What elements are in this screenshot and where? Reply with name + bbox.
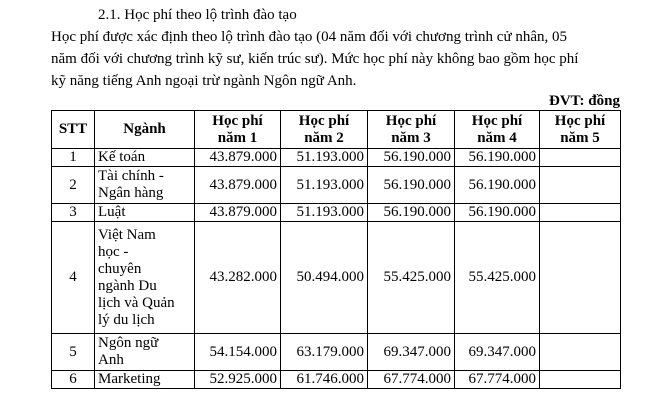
cell-year-4: 56.190.000 bbox=[455, 167, 540, 204]
cell-year-2: 61.746.000 bbox=[281, 371, 368, 389]
header-year-1: Học phí năm 1 bbox=[195, 111, 281, 149]
cell-major: Luật bbox=[95, 204, 195, 222]
paragraph-line: năm đối với chương trình kỹ sư, kiến trúc sư). Mức học phí này không bao gồm học phí bbox=[51, 51, 579, 67]
cell-year-3: 56.190.000 bbox=[368, 149, 455, 167]
table-row bbox=[52, 371, 621, 389]
paragraph-line: Học phí được xác định theo lộ trình đào tạo (04 năm đối với chương trình cử nhân, 05 bbox=[51, 29, 567, 45]
table-row bbox=[52, 222, 621, 334]
header-year-3: Học phí năm 3 bbox=[368, 111, 455, 149]
unit-label: ĐVT: đồng bbox=[549, 93, 620, 109]
cell-stt: 6 bbox=[52, 371, 95, 389]
cell-major: Tài chính - Ngân hàng bbox=[95, 167, 195, 204]
cell-year-4: 56.190.000 bbox=[455, 204, 540, 222]
cell-stt: 4 bbox=[52, 222, 95, 334]
cell-year-4: 67.774.000 bbox=[455, 371, 540, 389]
cell-year-3: 69.347.000 bbox=[368, 334, 455, 371]
cell-year-5 bbox=[540, 149, 621, 167]
cell-major: Việt Nam học - chuyên ngành Du lịch và Quản lý du lịch bbox=[95, 222, 195, 334]
cell-year-2: 63.179.000 bbox=[281, 334, 368, 371]
cell-stt: 3 bbox=[52, 204, 95, 222]
cell-year-1: 43.282.000 bbox=[195, 222, 281, 334]
cell-year-3: 56.190.000 bbox=[368, 204, 455, 222]
header-year-5: Học phí năm 5 bbox=[540, 111, 621, 149]
cell-year-3: 56.190.000 bbox=[368, 167, 455, 204]
cell-year-1: 43.879.000 bbox=[195, 204, 281, 222]
cell-year-2: 51.193.000 bbox=[281, 167, 368, 204]
table-row bbox=[52, 334, 621, 371]
cell-stt: 2 bbox=[52, 167, 95, 204]
table-header-row bbox=[52, 111, 621, 149]
cell-year-3: 67.774.000 bbox=[368, 371, 455, 389]
cell-year-1: 43.879.000 bbox=[195, 149, 281, 167]
table-row bbox=[52, 167, 621, 204]
header-stt: STT bbox=[52, 111, 95, 149]
tuition-table bbox=[51, 110, 621, 389]
cell-year-1: 54.154.000 bbox=[195, 334, 281, 371]
cell-year-5 bbox=[540, 167, 621, 204]
intro-paragraph bbox=[51, 26, 636, 92]
cell-major: Kế toán bbox=[95, 149, 195, 167]
paragraph-line: kỹ năng tiếng Anh ngoại trừ ngành Ngôn ngữ Anh. bbox=[51, 73, 357, 89]
cell-year-4: 69.347.000 bbox=[455, 334, 540, 371]
header-year-2: Học phí năm 2 bbox=[281, 111, 368, 149]
cell-year-1: 43.879.000 bbox=[195, 167, 281, 204]
table-row bbox=[52, 204, 621, 222]
header-major: Ngành bbox=[95, 111, 195, 149]
cell-year-4: 55.425.000 bbox=[455, 222, 540, 334]
cell-year-5 bbox=[540, 204, 621, 222]
cell-year-2: 51.193.000 bbox=[281, 204, 368, 222]
cell-stt: 5 bbox=[52, 334, 95, 371]
cell-year-5 bbox=[540, 371, 621, 389]
cell-year-2: 50.494.000 bbox=[281, 222, 368, 334]
table-row bbox=[52, 149, 621, 167]
cell-major: Marketing bbox=[95, 371, 195, 389]
cell-major: Ngôn ngữ Anh bbox=[95, 334, 195, 371]
cell-year-5 bbox=[540, 334, 621, 371]
cell-year-1: 52.925.000 bbox=[195, 371, 281, 389]
cell-year-2: 51.193.000 bbox=[281, 149, 368, 167]
cell-year-4: 56.190.000 bbox=[455, 149, 540, 167]
cell-year-3: 55.425.000 bbox=[368, 222, 455, 334]
cell-year-5 bbox=[540, 222, 621, 334]
cell-stt: 1 bbox=[52, 149, 95, 167]
header-year-4: Học phí năm 4 bbox=[455, 111, 540, 149]
section-heading: 2.1. Học phí theo lộ trình đào tạo bbox=[98, 7, 297, 23]
